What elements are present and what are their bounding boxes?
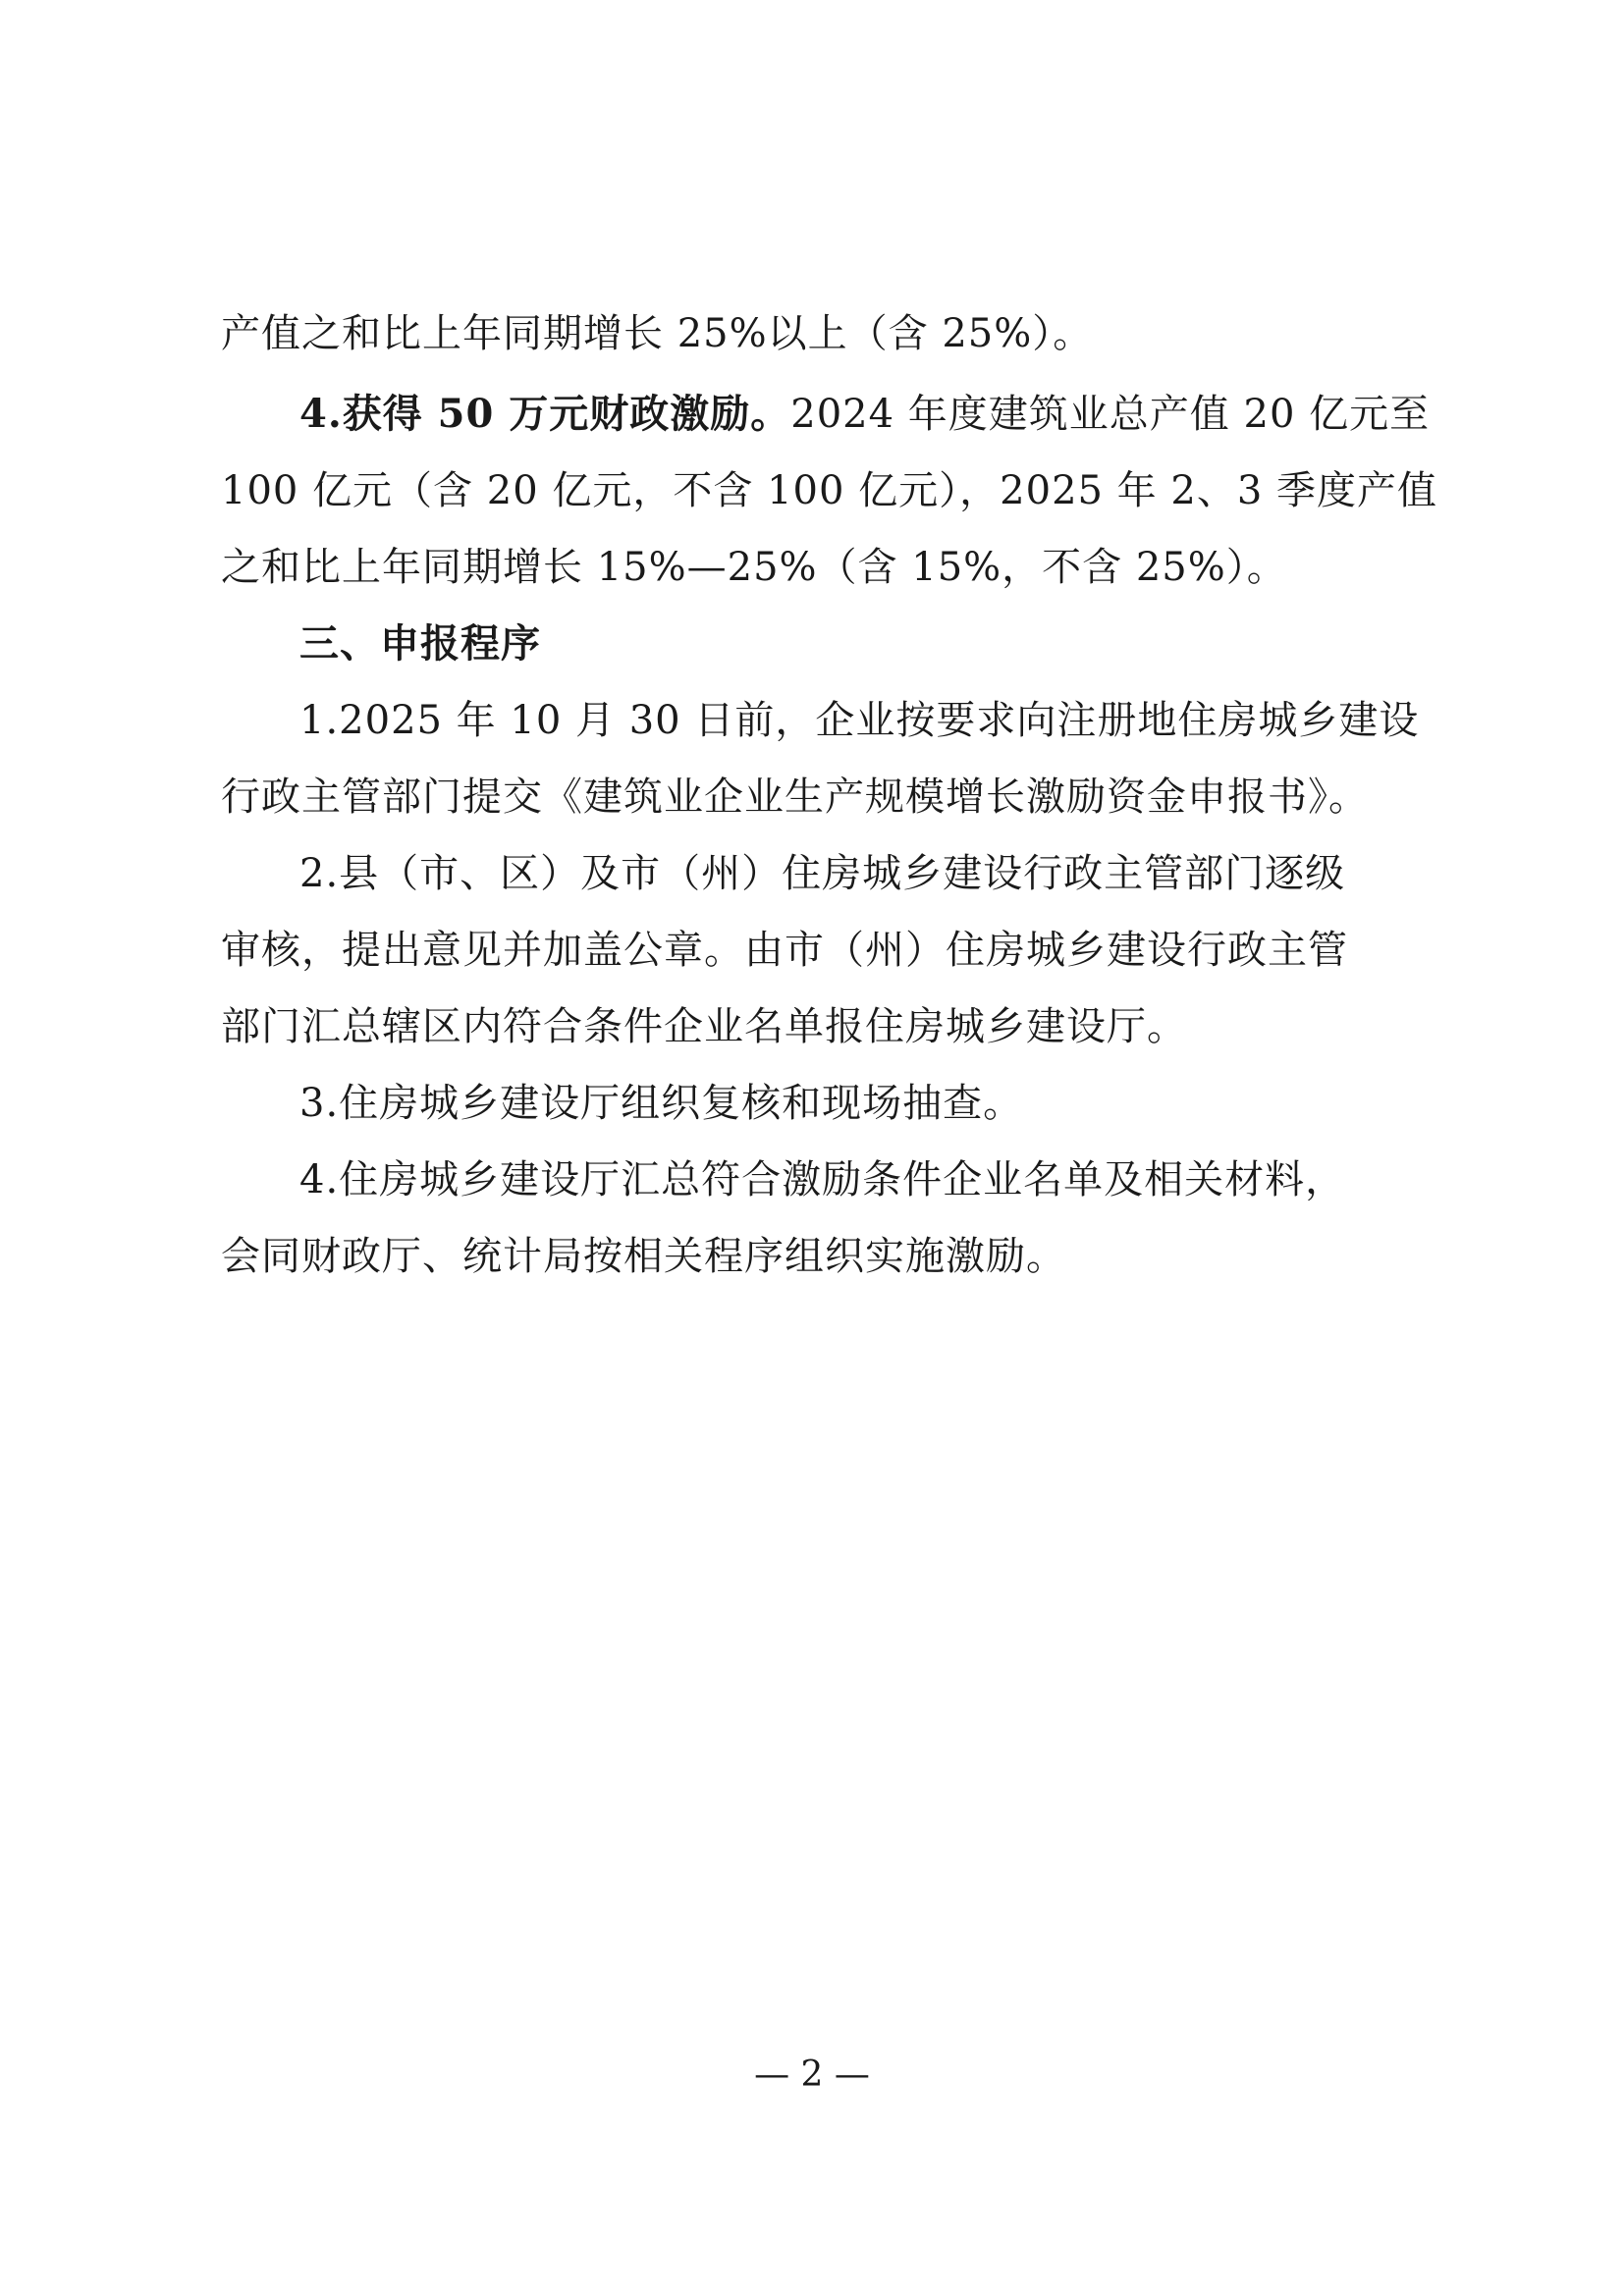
page-number: — 2 —: [754, 2055, 870, 2095]
paragraph-line: 之和比上年同期增长 15%—25%（含 15%，不含 25%）。: [221, 545, 1287, 590]
section-heading: 三、申报程序: [299, 621, 541, 667]
paragraph-line: 100 亿元（含 20 亿元，不含 100 亿元），2025 年 2、3 季度产值: [221, 468, 1438, 513]
paragraph-line: 行政主管部门提交《建筑业企业生产规模增长激励资金申报书》。: [221, 774, 1369, 820]
paragraph-line: 1.2025 年 10 月 30 日前，企业按要求向注册地住房城乡建设: [299, 698, 1420, 743]
paragraph-line: 部门汇总辖区内符合条件企业名单报住房城乡建设厅。: [221, 1004, 1187, 1049]
paragraph-text: 2024 年度建筑业总产值 20 亿元至: [790, 392, 1431, 437]
paragraph-line: 产值之和比上年同期增长 25%以上（含 25%）。: [221, 311, 1094, 356]
paragraph-line: [299, 391, 1507, 438]
paragraph-line: 4.住房城乡建设厅汇总符合激励条件企业名单及相关材料，: [299, 1157, 1346, 1202]
paragraph-line: 会同财政厅、统计局按相关程序组织实施激励。: [221, 1234, 1066, 1279]
paragraph-line: 3.住房城乡建设厅组织复核和现场抽查。: [299, 1081, 1024, 1126]
paragraph-line: 审核，提出意见并加盖公章。由市（州）住房城乡建设行政主管: [221, 928, 1348, 973]
paragraph-line: 2.县（市、区）及市（州）住房城乡建设行政主管部门逐级: [299, 851, 1346, 896]
bold-lead-text: 4.获得 50 万元财政激励。: [299, 391, 791, 437]
